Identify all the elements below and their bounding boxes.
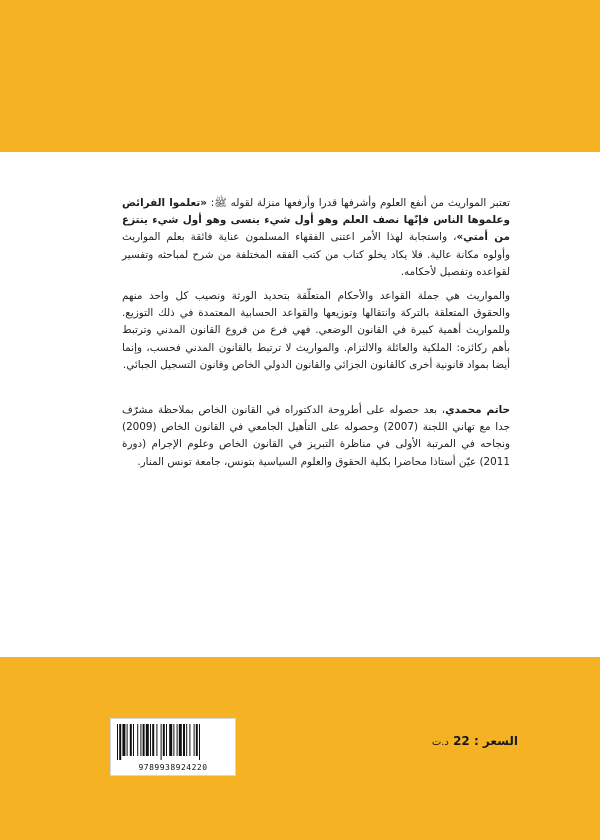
barcode-bar <box>137 724 138 756</box>
isbn-barcode <box>110 718 236 776</box>
price-caption: السعر : <box>473 734 518 748</box>
barcode-bar <box>199 724 200 760</box>
author-name: حاتم محمدي <box>445 404 510 417</box>
barcode-bar <box>127 724 128 756</box>
barcode-bar <box>186 724 187 756</box>
barcode-bar <box>177 724 178 756</box>
barcode-bar <box>194 724 195 756</box>
price-currency: د.ت <box>431 737 449 748</box>
barcode-bar <box>196 724 198 756</box>
blurb-paragraph-definition: والمواريث هي جملة القواعد والأحكام المتعلّقة بتحديد الورثة ونصيب كل واحد منهم والحقوق المتعلقة بالتركة وانتقالها وتوزيعها والقواعد الحسابية المعتمدة في ذلك التوزيع. وللمواريث أهمية كبيرة في القانون الوضعي. فهي فرع من فروع القانون المدني وترتبط بأهم ركائزه: الملكية والعائلة والالتزام. والمواريث لا ترتبط بالقانون المدني فحسب، وإنما أيضا بمواد قانونية أخرى كالقانون الجزائي والقانون الدولي الخاص وقانون التسجيل الجبائي. <box>122 290 510 371</box>
barcode-bar <box>173 724 174 756</box>
price-label <box>432 734 518 748</box>
price-amount: 22 <box>453 734 470 748</box>
barcode-bar <box>166 724 167 756</box>
blurb-paragraph-inheritance-importance <box>122 195 510 281</box>
barcode-bars <box>117 724 231 760</box>
hadith-quote: «تعلموا الفرائض وعلموها الناس فإنّها نصف العلم وهو أول شيء ينسى وهو أول شيء ينتزع من أمتي» <box>122 197 510 244</box>
cover-top-band <box>0 0 600 152</box>
barcode-bar <box>130 724 132 756</box>
barcode-bar <box>150 724 151 756</box>
barcode-bar <box>156 724 157 756</box>
barcode-bar <box>169 724 172 756</box>
barcode-bar <box>143 724 145 756</box>
barcode-bar <box>122 724 125 756</box>
isbn-number: 9789938924220 <box>138 763 208 772</box>
barcode-bar <box>183 724 185 756</box>
blurb-intro-continuation: ، واستجابة لهذا الأمر اعتنى الفقهاء المسلمون عناية فائقة بعلم المواريث وأولوه مكانة عالية. فلا يكاد يخلو كتاب من كتب الفقه المختلفة من شرح لمباحثه وتفسير لقواعده وتفصيل لأحكامه. <box>122 231 510 278</box>
barcode-bar <box>117 724 118 760</box>
blurb-intro: تعتبر المواريث من أنفع العلوم وأشرفها قدرا وأرفعها منزلة لقوله ﷺ: <box>210 197 510 209</box>
barcode-bar <box>189 724 190 756</box>
barcode-bar <box>152 724 154 756</box>
barcode-bar <box>133 724 134 756</box>
barcode-bar <box>163 724 165 756</box>
barcode-bar <box>119 724 121 760</box>
barcode-bar <box>140 724 141 756</box>
back-cover-blurb <box>122 195 510 471</box>
author-bio-text: ، بعد حصوله على أطروحة الدكتوراه في القانون الخاص بملاحظة مشرّف جدا مع تهاني اللجنة (2007) وحصوله على التأهيل الجامعي في القانون الخاص (2009) ونجاحه في المرتبة الأولى في مناظرة التبريز في القانون الخاص وعلوم الإجرام (دورة 2011) عيّن أستاذا محاضرا بكلية الحقوق والعلوم السياسية بتونس، جامعة تونس المنار. <box>122 404 511 468</box>
cover-bottom-band <box>0 657 600 840</box>
barcode-bar <box>161 724 162 760</box>
barcode-bar <box>146 724 149 756</box>
author-bio <box>122 402 510 471</box>
barcode-bar <box>179 724 182 756</box>
